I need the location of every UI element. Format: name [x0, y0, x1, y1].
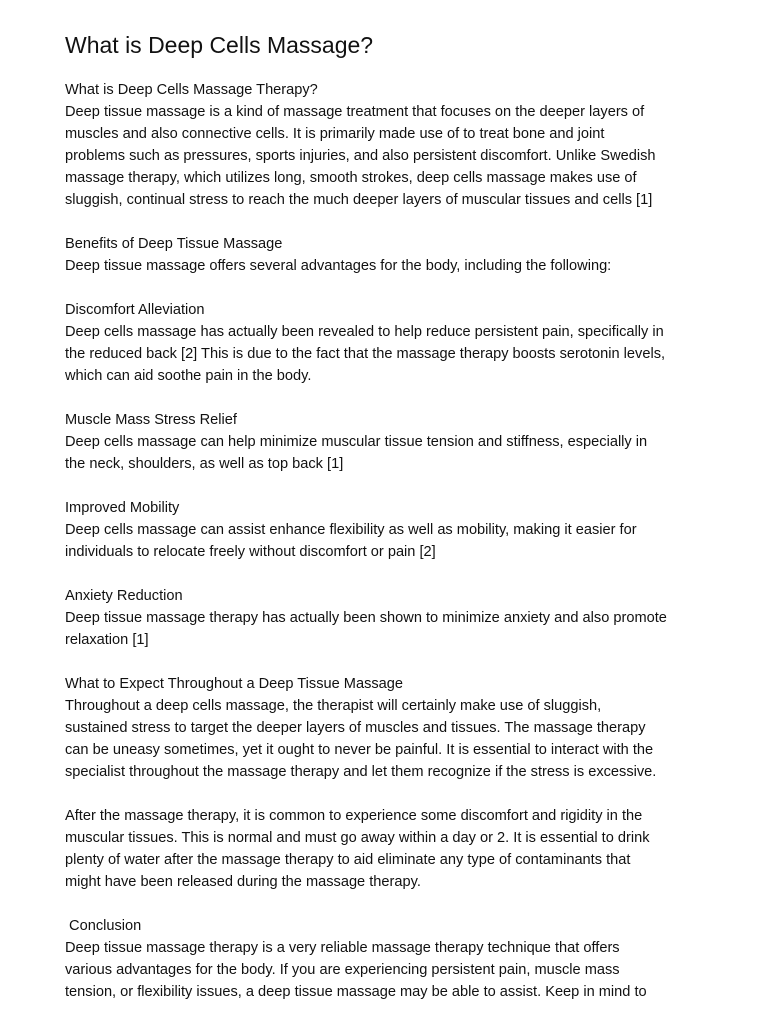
section: [65, 299, 725, 387]
paragraph-line: Deep cells massage has actually been revealed to help reduce persistent pain, specifically in: [65, 324, 664, 340]
paragraph-line: sustained stress to target the deeper layers of muscles and tissues. The massage therapy: [65, 720, 646, 736]
section-heading: Anxiety Reduction: [65, 588, 183, 604]
paragraph-line: Deep tissue massage offers several advantages for the body, including the following:: [65, 258, 612, 274]
section: [65, 79, 725, 211]
paragraph-line: After the massage therapy, it is common to experience some discomfort and rigidity in the: [65, 808, 643, 824]
section: [65, 233, 725, 277]
paragraph-line: sluggish, continual stress to reach the much deeper layers of muscular tissues and cells [1]: [65, 192, 653, 208]
section-heading: Conclusion: [65, 918, 142, 934]
paragraph-line: muscles and also connective cells. It is primarily made use of to treat bone and joint: [65, 126, 605, 142]
paragraph-line: various advantages for the body. If you are experiencing persistent pain, muscle mass: [65, 962, 620, 978]
paragraph-line: the neck, shoulders, as well as top back [1]: [65, 456, 344, 472]
paragraph-line: Deep cells massage can help minimize muscular tissue tension and stiffness, especially in: [65, 434, 648, 450]
paragraph-line: tension, or flexibility issues, a deep tissue massage may be able to assist. Keep in mind to: [65, 984, 647, 1000]
section: [65, 673, 725, 783]
paragraph-line: plenty of water after the massage therapy to aid eliminate any type of contaminants that: [65, 852, 631, 868]
paragraph-line: Deep tissue massage therapy has actually been shown to minimize anxiety and also promote: [65, 610, 667, 626]
section-heading: What is Deep Cells Massage Therapy?: [65, 82, 318, 98]
section-heading: Discomfort Alleviation: [65, 302, 205, 318]
paragraph-line: relaxation [1]: [65, 632, 149, 648]
paragraph-line: specialist throughout the massage therapy and let them recognize if the stress is excessive.: [65, 764, 657, 780]
paragraph-line: Deep cells massage can assist enhance flexibility as well as mobility, making it easier for: [65, 522, 637, 538]
paragraph-line: Deep tissue massage therapy is a very reliable massage therapy technique that offers: [65, 940, 620, 956]
paragraph-line: muscular tissues. This is normal and must go away within a day or 2. It is essential to drink: [65, 830, 650, 846]
paragraph-line: can be uneasy sometimes, yet it ought to never be painful. It is essential to interact with the: [65, 742, 654, 758]
section: [65, 805, 725, 893]
paragraph-line: which can aid soothe pain in the body.: [65, 368, 312, 384]
section-heading: Improved Mobility: [65, 500, 180, 516]
section: [65, 585, 725, 651]
paragraph-line: Deep tissue massage is a kind of massage treatment that focuses on the deeper layers of: [65, 104, 645, 120]
section-heading: Benefits of Deep Tissue Massage: [65, 236, 283, 252]
paragraph-line: Throughout a deep cells massage, the therapist will certainly make use of sluggish,: [65, 698, 602, 714]
paragraph-line: might have been released during the massage therapy.: [65, 874, 421, 890]
section-heading: What to Expect Throughout a Deep Tissue Massage: [65, 676, 404, 692]
section: [65, 409, 725, 475]
document-body: [65, 79, 725, 1003]
section: [65, 497, 725, 563]
section: [65, 915, 725, 1003]
paragraph-line: massage therapy, which utilizes long, smooth strokes, deep cells massage makes use of: [65, 170, 637, 186]
paragraph-line: individuals to relocate freely without discomfort or pain [2]: [65, 544, 436, 560]
paragraph-line: problems such as pressures, sports injuries, and also persistent discomfort. Unlike Swedish: [65, 148, 656, 164]
document-page: [65, 30, 725, 1025]
paragraph-line: the reduced back [2] This is due to the fact that the massage therapy boosts serotonin levels,: [65, 346, 666, 362]
page-title: What is Deep Cells Massage?: [65, 32, 374, 58]
section-heading: Muscle Mass Stress Relief: [65, 412, 237, 428]
